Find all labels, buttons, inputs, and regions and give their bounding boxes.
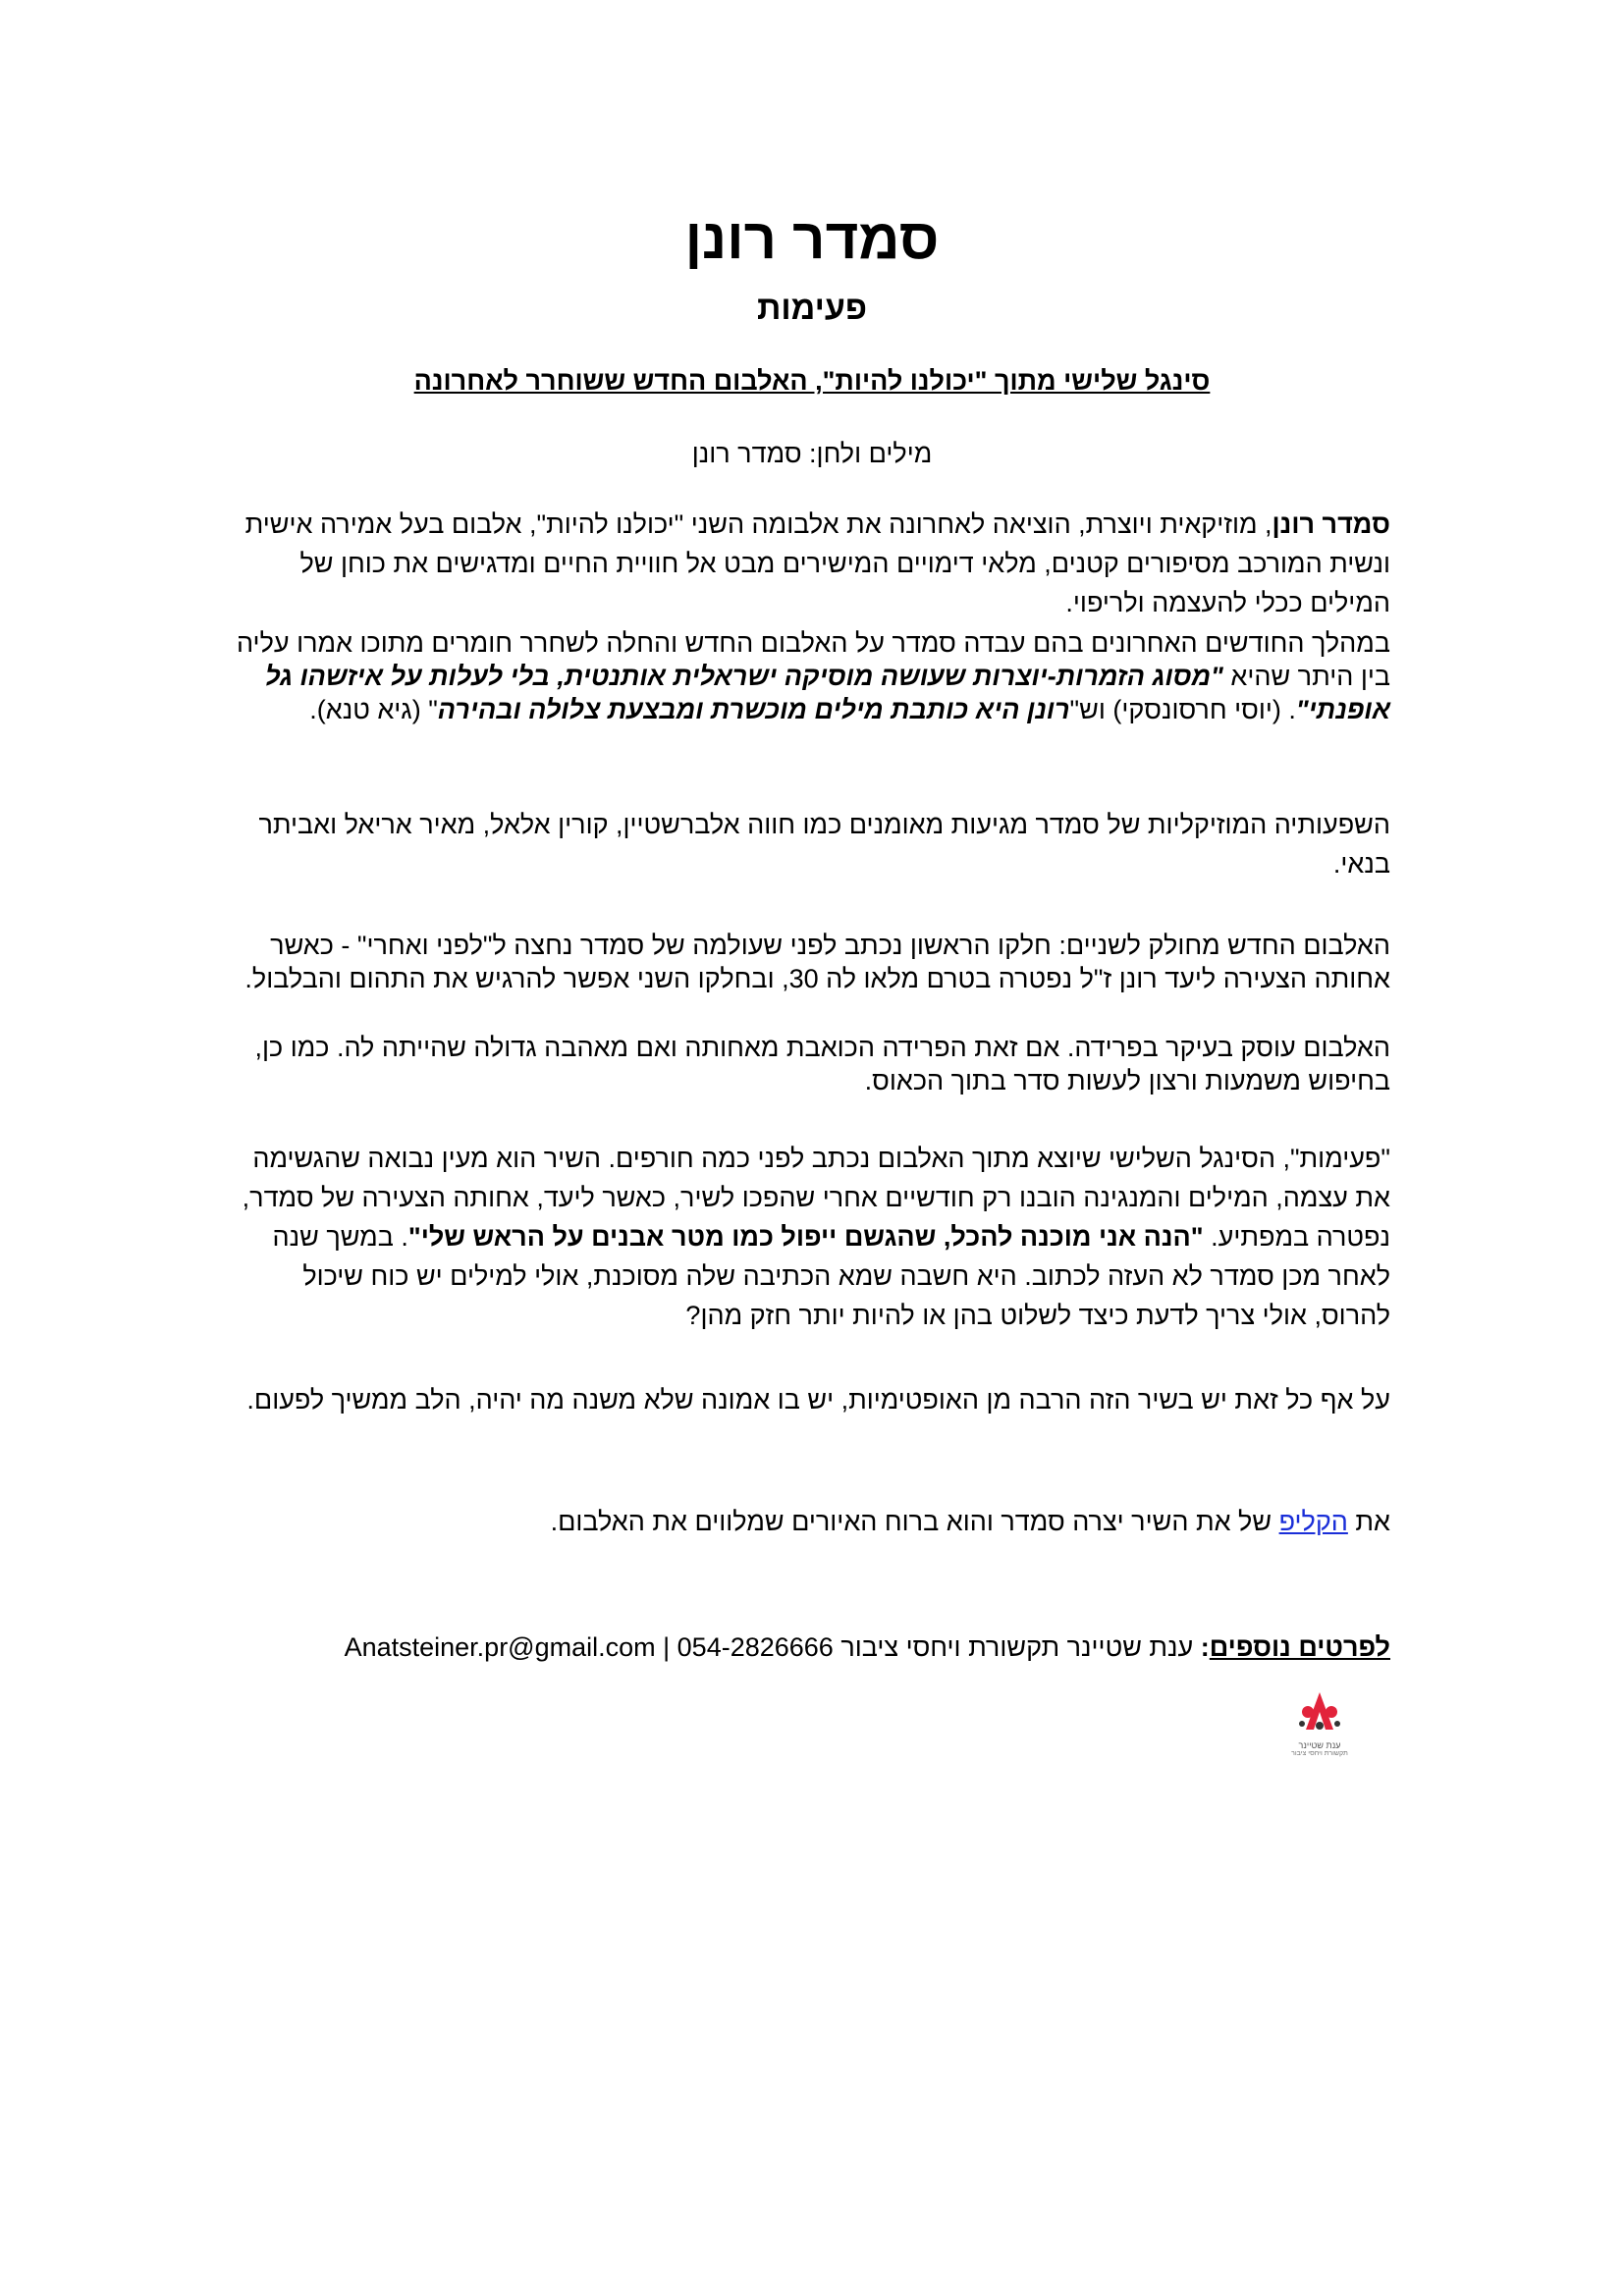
lyrics-quote: "הנה אני מוכנה להכל, שהגשם ייפול כמו מטר אבנים על הראש שלי"	[407, 1222, 1204, 1252]
logo-mark-icon	[1288, 1690, 1351, 1735]
contact-label: לפרטים נוספים	[1209, 1632, 1390, 1662]
reviews-text-a: במהלך החודשים האחרונים בהם עבדה סמדר על האלבום החדש והחלה לשחרר חומרים מתוכו אמרו עליה בין היתר שהיא	[236, 628, 1390, 691]
credits-line: מילים ולחן: סמדר רונן	[691, 439, 933, 468]
logo-tagline-text: תקשורת ויחסי ציבור	[1291, 1750, 1348, 1757]
clip-text-a: את	[1347, 1507, 1390, 1536]
single-info-line: סינגל שלישי מתוך "יכולנו להיות", האלבום החדש ששוחרר לאחרונה	[413, 366, 1211, 396]
reviews-text-c: " (גיא טנא).	[309, 695, 438, 724]
review-quote-2: רונן היא כותבת מילים מוכשרת ומבצעת צלולה ובהירה	[437, 695, 1070, 724]
pr-logo	[1288, 1690, 1351, 1757]
song-title: פעימות	[756, 290, 868, 327]
page-title: סמדר רונן	[684, 207, 940, 271]
influences-text: השפעותיה המוזיקליות של סמדר מגיעות מאומנים כמו חווה אלברשטיין, קורין אלאל, מאיר אריאל ואביתר בנאי.	[258, 810, 1390, 879]
logo-brand-text: ענת שטיינר	[1298, 1740, 1341, 1750]
single-story-text-b: . במשך שנה לאחר מכן סמדר לא העזה לכתוב. היא חשבה שמא הכתיבה שלה מסוכנת, אולי למילים יש כוח שיכול להרוס, אולי צריך לדעת כיצד לשלוט בהן או להיות יותר חזק מהן?	[272, 1222, 1390, 1330]
album-parts-text: האלבום החדש מחולק לשניים: חלקו הראשון נכתב לפני שעולמה של סמדר נחצה ל"לפני ואחרי" - כאשר אחותה הצעירה ליעד רונן ז"ל נפטרה בטרם מלאו לה 30, ובחלקו השני אפשר להרגיש את התהום והבלבול.	[244, 931, 1390, 993]
paragraph-intro	[232, 505, 1390, 622]
contact-colon: :	[1200, 1632, 1210, 1662]
single-story-text-a: "פעימות", הסינגל השלישי שיוצא מתוך האלבום נכתב לפני כמה חורפים. השיר הוא מעין נבואה שהגשימה את עצמה, המילים והמנגינה הובנו רק חודשיים אחרי שהפכו לשיר, כאשר ליעד, אחותה הצעירה של סמדר, נפטרה במפתיע.	[242, 1144, 1390, 1252]
paragraph-album-themes	[232, 1031, 1390, 1097]
clip-text-b: של את השיר יצרה סמדר והוא ברוח האיורים שמלווים את האלבום.	[550, 1507, 1279, 1536]
reviews-text-b: . (יוסי חרסונסקי) וש"	[1069, 695, 1296, 724]
paragraph-single-story	[232, 1139, 1390, 1335]
contact-line	[232, 1628, 1390, 1667]
paragraph-optimism	[232, 1380, 1390, 1419]
paragraph-influences	[232, 805, 1390, 883]
album-themes-text: האלבום עוסק בעיקר בפרידה. אם זאת הפרידה הכואבת מאחותה ואם מאהבה גדולה שהייתה לה. כמו כן, בחיפוש משמעות ורצון לעשות סדר בתוך הכאוס.	[254, 1033, 1390, 1095]
optimism-text: על אף כל זאת יש בשיר הזה הרבה מן האופטימיות, יש בו אמונה שלא משנה מה יהיה, הלב ממשיך לפעום.	[246, 1385, 1390, 1415]
review-quote-1: "מסוג הזמרות-יוצרות שעושה מוסיקה ישראלית אותנטית, בלי לעלות על איזשהו גל אופנתי"	[265, 662, 1390, 724]
artist-name: סמדר רונן	[1272, 509, 1390, 539]
contact-details: ענת שטיינר תקשורת ויחסי ציבור 054-2826666 | Anatsteiner.pr@gmail.com	[344, 1632, 1201, 1662]
paragraph-reviews	[232, 626, 1390, 726]
paragraph-album-parts	[232, 929, 1390, 995]
paragraph-clip	[232, 1502, 1390, 1541]
clip-link[interactable]: הקליפ	[1278, 1507, 1348, 1536]
intro-text: , מוזיקאית ויוצרת, הוציאה לאחרונה את אלבומה השני "יכולנו להיות", אלבום בעל אמירה אישית ונשית המורכב מסיפורים קטנים, מלאי דימויים המישירים מבט אל חוויית החיים ומדגישים את כוחן של המילים ככלי להעצמה ולריפוי.	[244, 509, 1390, 617]
